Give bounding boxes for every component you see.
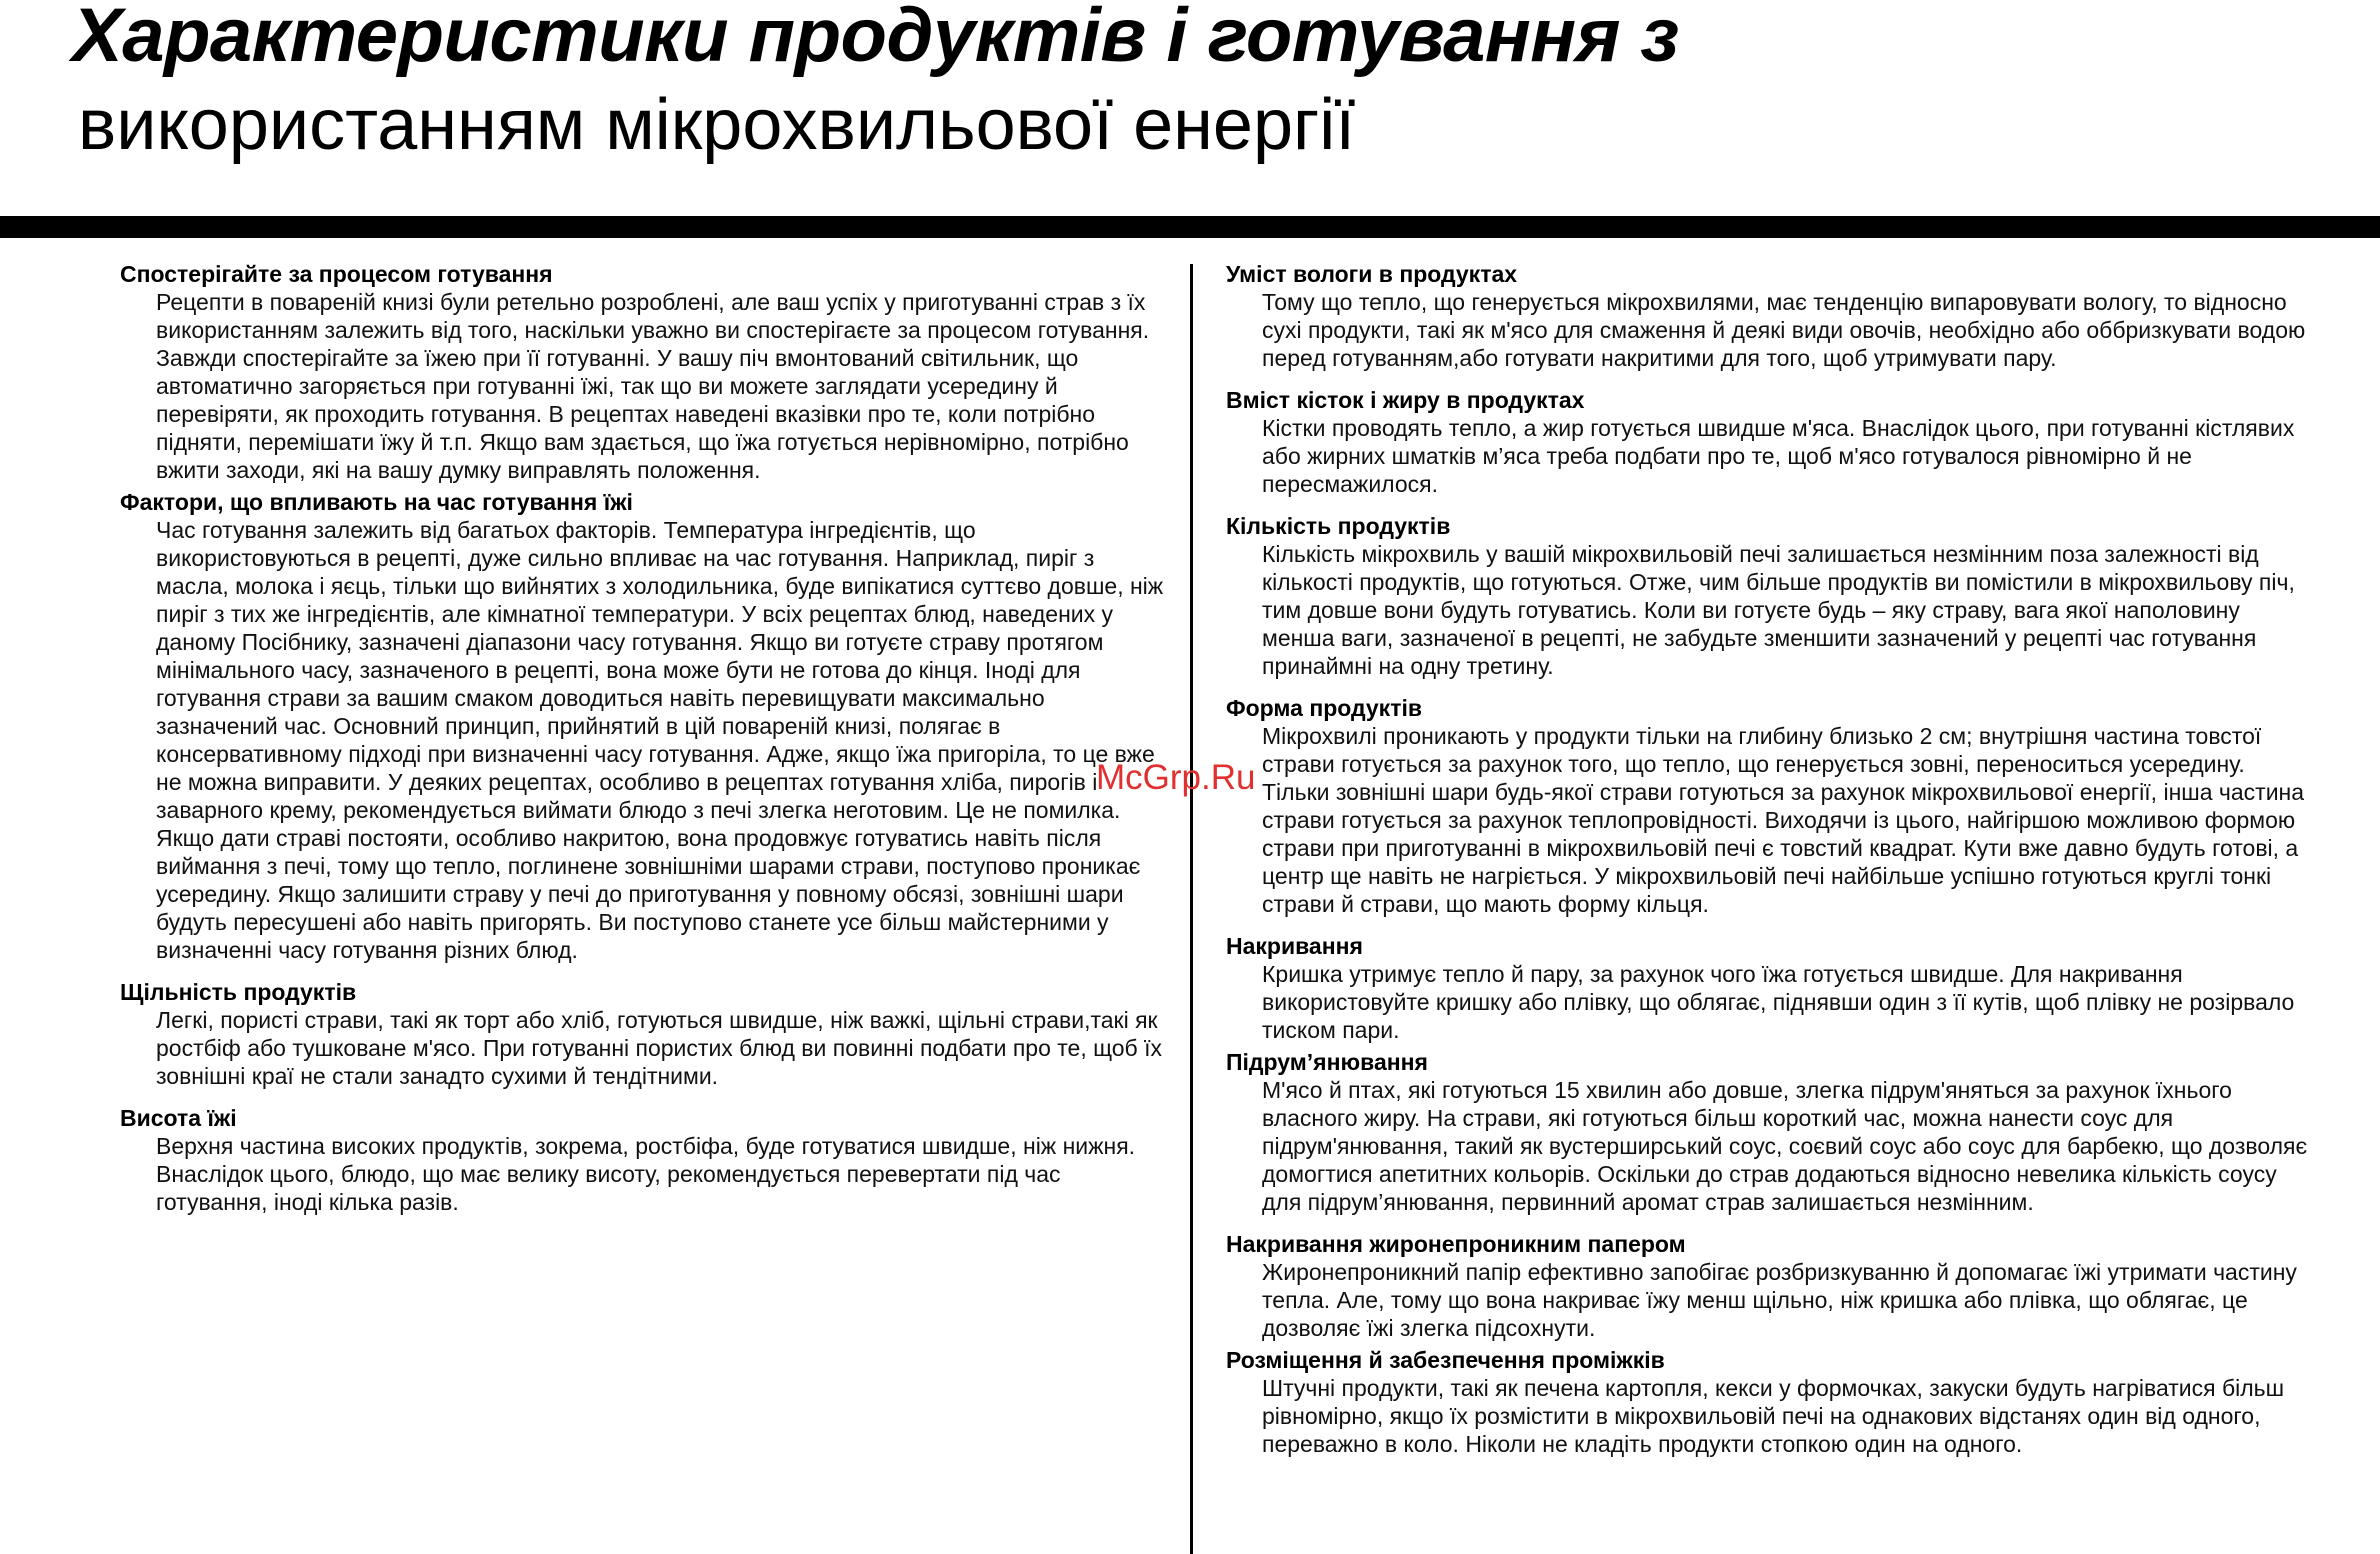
- section-heading: Спостерігайте за процесом готування: [120, 261, 553, 287]
- section-heading: Накривання: [1226, 933, 1363, 959]
- section-body: Верхня частина високих продуктів, зокрема, ростбіфа, буде готуватися швидше, ніж нижня. Внаслідок цього, блюдо, що має велику висоту, рекомендується перевертати під час готування, іноді кілька разів.: [156, 1133, 1136, 1215]
- section-browning: [1226, 1048, 2316, 1216]
- section-body: Штучні продукти, такі як печена картопля, кекси у формочках, закуски будуть нагріватися більш рівномірно, якщо їх розмістити в мікрохвильовій печі на однакових відстанях один від одного, переважно в коло. Ніколи не кладіть продукти стопкою один на одного.: [1262, 1375, 2285, 1457]
- section-bone-fat-content: [1226, 386, 2316, 498]
- section-arrangement-spacing: [1226, 1346, 2316, 1458]
- section-food-density: [120, 978, 1170, 1090]
- title-rule: [0, 216, 2380, 238]
- section-heading: Вміст кісток і жиру в продуктах: [1226, 387, 1585, 413]
- section-heading: Накривання жиронепроникним папером: [1226, 1231, 1686, 1257]
- section-cooking-time-factors: [120, 488, 1170, 964]
- section-food-shape: [1226, 694, 2316, 918]
- section-body: Рецепти в повареній книзі були ретельно розроблені, але ваш успіх у приготуванні страв з їх використанням залежить від того, наскільки уважно ви спостерігаєте за процесом готування. Завжди спостерігайте за їжею при її готуванні. У вашу піч вмонтований світильник, що автоматично загоряється при готуванні їжі, так що ви можете заглядати усередину й перевіряти, як проходить готування. В рецептах наведені вказівки про те, коли потрібно підняти, перемішати їжу й т.п. Якщо вам здається, що їжа готується нерівномірно, потрібно вжити заходи, які на вашу думку виправлять положення.: [156, 289, 1150, 483]
- section-observe-cooking: [120, 260, 1170, 484]
- section-body: Мікрохвилі проникають у продукти тільки на глибину близько 2 см; внутрішня частина товстої страви готується за рахунок того, що тепло, що генерується зовні, переноситься усередину. Тільки зовнішні шари будь-якої страви готуються за рахунок мікрохвильової енергії, інша частина страви готується за рахунок теплопровідності. Виходячи із цього, найгіршою можливою формою страви при приготуванні в мікрохвильовій печі є товстий квадрат. Кути вже давно будуть готові, а центр ще навіть не нагріється. У мікрохвильовій печі найбільше успішно готуються круглі тонкі страви й страви, що мають форму кільця.: [1262, 723, 2305, 917]
- right-column: [1226, 260, 2316, 1458]
- section-covering: [1226, 932, 2316, 1044]
- section-body: Жиронепроникний папір ефективно запобігає розбризкуванню й допомагає їжі утримати частину тепла. Але, тому що вона накриває їжу менш щільно, ніж кришка або плівка, що облягає, це дозволяє їжі злегка підсохнути.: [1262, 1259, 2297, 1341]
- watermark-text: McGrp.Ru: [1096, 758, 1256, 797]
- section-greaseproof-paper: [1226, 1230, 2316, 1342]
- section-heading: Форма продуктів: [1226, 695, 1422, 721]
- section-heading: Висота їжі: [120, 1105, 237, 1131]
- section-food-height: [120, 1104, 1170, 1216]
- section-food-quantity: [1226, 512, 2316, 680]
- section-heading: Уміст вологи в продуктах: [1226, 261, 1518, 287]
- section-heading: Кількість продуктів: [1226, 513, 1451, 539]
- section-body: Кількість мікрохвиль у вашій мікрохвильовій печі залишається незмінним поза залежності від кількості продуктів, що готуються. Отже, чим більше продуктів ви помістили в мікрохвильову піч, тим довше вони будуть готуватись. Коли ви готуєте будь – яку страву, вага якої наполовину менша ваги, зазначеної в рецепті, не забудьте зменшити зазначений у рецепті час готування принаймні на одну третину.: [1262, 541, 2295, 679]
- section-body: Час готування залежить від багатьох факторів. Температура інгредієнтів, що використовуються в рецепті, дуже сильно впливає на час готування. Наприклад, пиріг з масла, молока і яєць, тільки що вийнятих з холодильника, буде випікатися суттєво довше, ніж пиріг з тих же інгредієнтів, але кімнатної температури. У всіх рецептах блюд, наведених у даному Посібнику, зазначені діапазони часу готування. Якщо ви готуєте страву протягом мінімального часу, зазначеного в рецепті, вона може бути не готова до кінця. Іноді для готування страви за вашим смаком доводиться навіть перевищувати максимально зазначений час. Основний принцип, прийнятий в цій повареній книзі, полягає в консервативному підході при визначенні часу готування. Адже, якщо їжа пригоріла, то це вже не можна виправити. У деяких рецептах, особливо в рецептах готування хліба, пирогів і заварного крему, рекомендується виймати блюдо з печі злегка неготовим. Це не помилка. Якщо дати страві постояти, особливо накритою, вона продовжує готуватись навіть після виймання з печі, тому що тепло, поглинене зовнішніми шарами страви, поступово проникає усередину. Якщо залишити страву у печі до приготування у повному обсязі, зовнішні шари будуть пересушені або навіть пригорять. Ви поступово станете усе більш майстерними у визначенні часу готування різних блюд.: [156, 517, 1164, 963]
- section-body: Кістки проводять тепло, а жир готується швидше м'яса. Внаслідок цього, при готуванні кістлявих або жирних шматків м’яса треба подбати про те, щоб м'ясо готувалося рівномірно й не пересмажилося.: [1262, 415, 2295, 497]
- section-body: М'ясо й птах, які готуються 15 хвилин або довше, злегка підрум'яняться за рахунок їхнього власного жиру. На страви, які готуються більш короткий час, можна нанести соус для підрум'янювання, такий як вустерширський соус, соєвий соус або соус для барбекю, що дозволяє домогтися апетитних кольорів. Оскільки до страв додаються відносно невелика кількість соусу для підрум’янювання, первинний аромат страв залишається незмінним.: [1262, 1077, 2308, 1215]
- section-body: Легкі, пористі страви, такі як торт або хліб, готуються швидше, ніж важкі, щільні страви,такі як ростбіф або тушковане м'ясо. При готуванні пористих блюд ви повинні подбати про те, щоб їх зовнішні краї не стали занадто сухими й тендітними.: [156, 1007, 1163, 1089]
- page-title: Характеристики продуктів і готування з: [72, 0, 1679, 78]
- section-heading: Фактори, що впливають на час готування їжі: [120, 489, 633, 515]
- section-heading: Щільність продуктів: [120, 979, 357, 1005]
- left-column: [120, 260, 1170, 1216]
- section-heading: Розміщення й забезпечення проміжків: [1226, 1347, 1665, 1373]
- section-heading: Підрум’янювання: [1226, 1049, 1428, 1075]
- section-body: Тому що тепло, що генерується мікрохвилями, має тенденцію випаровувати вологу, то відносно сухі продукти, такі як м'ясо для смаження й деякі види овочів, необхідно або оббризкувати водою перед готуванням,або готувати накритими для того, щоб утримувати пару.: [1262, 289, 2306, 371]
- column-divider: [1190, 264, 1193, 1554]
- section-moisture-content: [1226, 260, 2316, 372]
- page-subtitle: використанням мікрохвильової енергії: [78, 85, 1356, 165]
- section-body: Кришка утримує тепло й пару, за рахунок чого їжа готується швидше. Для накривання використовуйте кришку або плівку, що облягає, піднявши один з її кутів, щоб плівку не розірвало тиском пари.: [1262, 961, 2295, 1043]
